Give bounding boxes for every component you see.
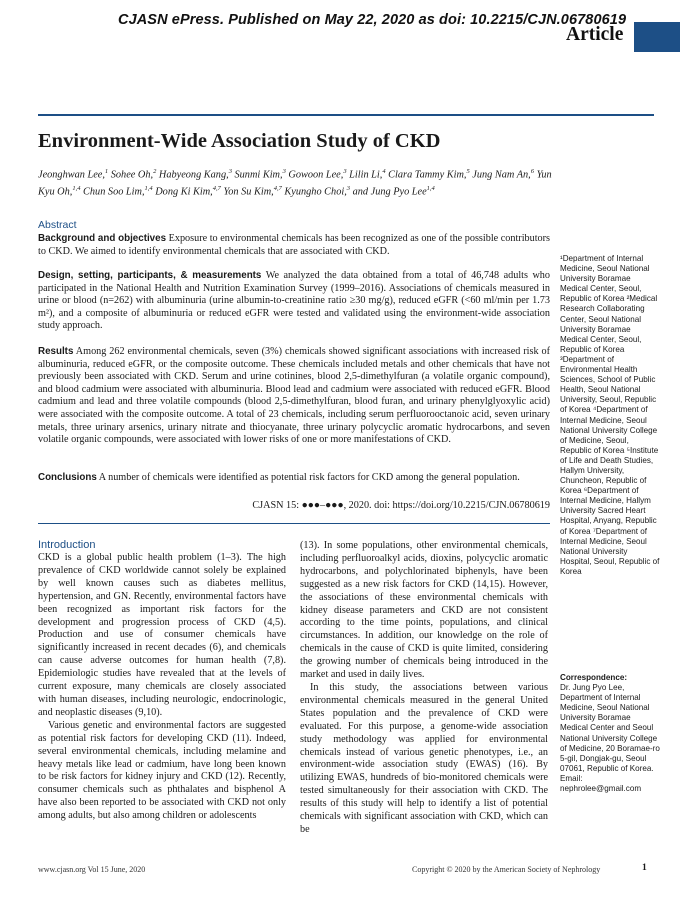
correspondence: [560, 673, 660, 794]
affiliations: ¹Department of Internal Medicine, Seoul National University Boramae Medical Center, Seoul, Republic of Korea ²Medical Research Collaborating Center, Seoul National University Boramae Medical Center, Seoul, Republic of Korea ³Department of Environmental Health Sciences, School of Public Health, Seoul National University, Seoul, Republic of Korea ⁴Department of Internal Medicine, Seoul National University College of Medicine, Seoul, Republic of Korea ⁵Institute of Life and Death Studies, Hallym University, Chuncheon, Republic of Korea ⁶Department of Internal Medicine, Hallym University Sacred Heart Hospital, Anyang, Republic of Korea ⁷Department of Internal Medicine, Seoul National University Hospital, Seoul, Republic of Korea: [560, 254, 660, 576]
correspondence-label: Correspondence:: [560, 673, 628, 682]
page-number: 1: [642, 863, 647, 873]
epress-header: CJASN ePress. Published on May 22, 2020 as doi: 10.2215/CJN.06780619: [118, 12, 627, 28]
body-column-right: [300, 540, 548, 837]
introduction-heading: Introduction: [38, 539, 96, 551]
abstract-design-label: Design, setting, participants, & measurements: [38, 270, 262, 281]
abstract-results: [38, 346, 550, 447]
correspondence-text: Dr. Jung Pyo Lee, Department of Internal Medicine, Seoul National University Boramae Medical Center and Seoul National University College of Medicine, 20 Boramae-ro 5-gil, Dongjak-gu, Seoul 07061, Republic of Korea. Email: nephrolee@gmail.com: [560, 683, 660, 794]
intro-paragraph: CKD is a global public health problem (1–3). The high prevalence of CKD worldwide cannot solely be explained by well known causes such as diabetes mellitus, hypertension, and GN. Recently, environmental factors have been recognized as important risk factors for the development and progression process of CKD (4,5). Production and use of consumer chemicals have significantly increased in recent decades (6), and chemicals can cause adverse outcomes for human health (7,8). Epidemiologic studies have revealed that at the levels of current exposure, many chemicals are closely associated with human diseases, including neurologic, endocrinologic, and neoplastic diseases (9,10).: [38, 552, 286, 718]
footer-copyright: Copyright © 2020 by the American Society of Nephrology: [412, 865, 601, 874]
header-rule: [38, 114, 654, 116]
abstract-background-text: Exposure to environmental chemicals has been recognized as one of the possible contributors to CKD. We aimed to identify environmental chemicals that are associated with CKD.: [38, 233, 550, 257]
abstract-conclusions-label: Conclusions: [38, 472, 97, 483]
intro-paragraph: Various genetic and environmental factors are suggested as potential risk factors for developing CKD (11). Indeed, several environmental chemicals, including melamine and heavy metals like lead or cadmium, have long been known to be risk factors for kidney injury and CKD (12). Recently, consumer chemicals such as phthalates and bisphenol A have also been reported to be associated with CKD not only among adults, but also among children or adolescents: [38, 719, 286, 822]
abstract-design: [38, 270, 550, 333]
abstract-results-text: Among 262 environmental chemicals, seven (3%) chemicals showed significant associations with increased risk of albuminuria, reduced eGFR, or the composite outcome. These chemicals included metals and other chemicals that have not previously been associated with CKD. Serum and urine cotinines, blood 2,5-dimethylfuran (a volatile organic compound), and blood cadmium were associated with albuminuria. Blood lead and cadmium were associated with reduced eGFR. Blood cadmium and lead and three volatile compounds (blood 2,5-dimethylfuran, blood furan, and urinary phenylglyoxylic acid) were associated with the composite outcome. A total of 23 chemicals, including serum perfluorooctanoic acid, seven urinary metals, three urinary arsenics, urinary nitrate and thiocyanate, three urinary polycyclic aromatic hydrocarbons, and seven volatile organic compounds, were associated with lower risks of one or more manifestations of CKD.: [38, 346, 550, 446]
intro-paragraph: In this study, the associations between various environmental chemicals measured in the general United States population and the prevalence of CKD were evaluated. For this purpose, a genome-wide association study methodology was applied for environmental chemicals instead of various genetic phenotypes, i.e., an environment-wide association study (EWAS) (16). By utilizing EWAS, hundreds of bio-monitored chemicals were tested simultaneously for their association with CKD. The results of this study will help to identify a list of potential chemicals with significant association with CKD, which can be: [300, 681, 548, 835]
article-citation: CJASN 15: ●●●–●●●, 2020. doi: https://doi.org/10.2215/CJN.06780619: [252, 500, 550, 511]
intro-paragraph: (13). In some populations, other environmental chemicals, including perfluoroalkyl acids, dioxins, polycyclic aromatic hydrocarbons, and polychlorinated biphenyls, have been suggested as a new risk factors for CKD (14,15). However, the associations of these environmental chemicals with kidney disease parameters and CKD are not consistent according to the time points, populations, and clinical circumstances. In addition, our knowledge on the role of chemicals in the cause of CKD is quite limited, considering the growing number of chemicals being introduced in the market and used in daily lives.: [300, 540, 548, 681]
body-column-left: [38, 552, 286, 823]
abstract-background: [38, 233, 550, 258]
author-list: Jeonghwan Lee,$^1$ Sohee Oh,$^2$ Habyeong Kang,$^3$ Sunmi Kim,$^3$ Gowoon Lee,$^3$ Lilin Li,$^4$ Clara Tammy Kim,$^5$ Jung Nam An,$^6$ Yun Kyu Oh,$^{1,4}$ Chun Soo Lim,$^{1,4}$ Dong Ki Kim,$^{4,7}$ Yon Su Kim,$^{4,7}$ Kyungho Choi,$^3$ and Jung Pyo Lee$^{1,4}$: [38, 168, 552, 198]
section-accent-bar: [634, 22, 680, 52]
abstract-background-label: Background and objectives: [38, 233, 167, 244]
abstract-results-label: Results: [38, 346, 74, 357]
abstract-conclusions: [38, 472, 550, 485]
abstract-rule: [38, 523, 550, 524]
abstract-design-text: We analyzed the data obtained from a total of 46,748 adults who participated in the National Health and Nutrition Examination Survey (1999–2016). Associations of chemicals measured in urine or blood (n=262) with albuminuria (urine albumin-to-creatinine ratio ≥30 mg/g), reduced eGFR (<60 ml/min per 1.73 m²), and a composite of albuminuria or reduced eGFR were tested and validated using the environment-wide association study approach.: [38, 270, 550, 332]
footer-journal-info: www.cjasn.org Vol 15 June, 2020: [38, 865, 146, 874]
abstract-heading: Abstract: [38, 219, 77, 231]
section-label: Article: [566, 24, 624, 45]
article-title: Environment-Wide Association Study of CKD: [38, 130, 441, 152]
abstract-conclusions-text: A number of chemicals were identified as potential risk factors for CKD among the general population.: [98, 472, 520, 483]
